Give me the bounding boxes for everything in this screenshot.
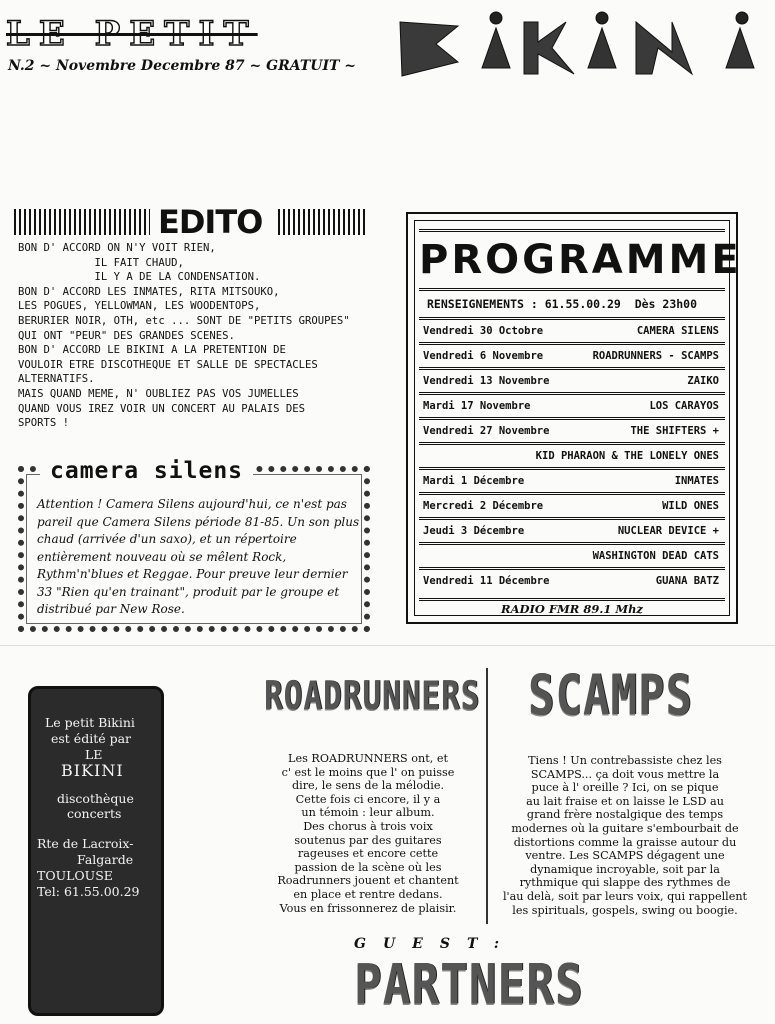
programme-band: NUCLEAR DEVICE + bbox=[617, 525, 719, 537]
programme-date: Mardi 1 Décembre bbox=[423, 475, 525, 487]
scamps-line: l'au delà, soit par leurs voix, qui rappellent bbox=[502, 889, 748, 903]
programme-band: ZAIKO bbox=[687, 375, 719, 387]
programme-inner-frame bbox=[414, 220, 742, 616]
info-line: LE bbox=[85, 747, 103, 762]
roadrunners-line: rageuses et encore cette bbox=[297, 847, 439, 861]
edito-line: MAIS QUAND MEME, N' OUBLIEZ PAS VOS JUMELLES bbox=[18, 387, 299, 400]
programme-band: THE SHIFTERS + bbox=[630, 425, 719, 437]
edito-line: LES POGUES, YELLOWMAN, LES WOODENTOPS, bbox=[18, 300, 261, 313]
edito-header bbox=[14, 205, 366, 239]
programme-row bbox=[419, 392, 725, 417]
scamps-line: rythmique qui slappe des rythmes de bbox=[519, 876, 731, 890]
info-line: Rte de Lacroix- bbox=[37, 836, 134, 851]
edito-line: BON D' ACCORD LE BIKINI A LA PRETENTION DE bbox=[18, 344, 286, 357]
programme-band: WILD ONES bbox=[662, 500, 719, 512]
programme-row bbox=[419, 492, 725, 517]
edito-line: QUI ONT "PEUR" DES GRANDES SCENES. bbox=[18, 329, 235, 342]
publisher-info-box bbox=[28, 686, 164, 1016]
info-line: Le petit Bikini bbox=[45, 715, 135, 730]
roadrunners-body bbox=[258, 752, 478, 915]
roadrunners-line: Cette fois ci encore, il y a bbox=[295, 792, 441, 806]
info-line: BIKINI bbox=[61, 761, 124, 780]
programme-band: WASHINGTON DEAD CATS bbox=[592, 550, 719, 562]
programme-row bbox=[419, 317, 725, 342]
scamps-line: modernes où la guitare s'embourbait de bbox=[511, 821, 739, 835]
programme-band: CAMERA SILENS bbox=[636, 325, 719, 337]
programme-info: RENSEIGNEMENTS : 61.55.00.29 Dès 23h00 bbox=[427, 297, 698, 311]
camera-silens-body: Attention ! Camera Silens aujourd'hui, ce n'est pas pareil que Camera Silens période 81-85. Un son plus chaud (arrivée d'un saxo), et un répertoire entièrement nouveau où se mêlent Rock, Rythm'n'blues et Reggae. Pour preuve leur dernier 33 "Rien qu'en trainant", produit par le groupe et distribué par New Rose. bbox=[37, 497, 360, 616]
scamps-line: SCAMPS... ça doit vous mettre la bbox=[530, 767, 720, 781]
scamps-line: grand frère nostalgique des temps bbox=[526, 808, 724, 822]
programme-box bbox=[406, 212, 742, 624]
programme-date: Vendredi 30 Octobre bbox=[423, 325, 544, 337]
roadrunners-line: en place et rentre dedans. bbox=[293, 887, 443, 901]
roadrunners-line: c' est le moins que l' on puisse bbox=[281, 765, 455, 779]
scamps-line: dynamique incroyable, soit par la bbox=[530, 862, 720, 876]
edito-line: BON D' ACCORD ON N'Y VOIT RIEN, bbox=[18, 242, 216, 254]
edito-line: IL FAIT CHAUD, bbox=[18, 256, 184, 269]
guest-label: GUEST: bbox=[354, 936, 517, 952]
roadrunners-line: Des chorus à trois voix bbox=[303, 819, 433, 833]
scamps-line: ventre. Les SCAMPS dégagent une bbox=[525, 849, 725, 863]
roadrunners-line: dire, le sens de la mélodie. bbox=[291, 779, 445, 793]
programme-band: ROADRUNNERS - SCAMPS bbox=[592, 350, 719, 362]
edito-stripe-left bbox=[14, 209, 150, 235]
programme-row bbox=[419, 417, 725, 442]
scamps-line: puce à l' oreille ? Ici, on se pique bbox=[531, 781, 719, 795]
roadrunners-line: Les ROADRUNNERS ont, et bbox=[288, 752, 448, 765]
programme-date: Vendredi 11 Décembre bbox=[423, 575, 550, 587]
edito-line: BERURIER NOIR, OTH, etc ... SONT DE "PETITS GROUPES" bbox=[18, 314, 350, 327]
programme-row bbox=[419, 542, 725, 567]
scamps-body bbox=[480, 754, 770, 917]
programme-band: GUANA BATZ bbox=[655, 575, 719, 587]
programme-row bbox=[419, 517, 725, 542]
edito-line: VOULOIR ETRE DISCOTHEQUE ET SALLE DE SPECTACLES bbox=[18, 358, 318, 371]
page-fold-line bbox=[0, 645, 775, 646]
roadrunners-line: un témoin : leur album. bbox=[301, 806, 435, 820]
programme-row bbox=[419, 567, 725, 592]
programme-date: Vendredi 13 Novembre bbox=[423, 375, 550, 387]
roadrunners-line: soutenus par des guitares bbox=[294, 833, 442, 847]
programme-date: Vendredi 6 Novembre bbox=[423, 350, 544, 362]
programme-row bbox=[419, 442, 725, 467]
edito-line: ALTERNATIFS. bbox=[18, 373, 95, 386]
info-line: est édité par bbox=[51, 731, 132, 746]
edito-line: BON D' ACCORD LES INMATES, RITA MITSOUKO, bbox=[18, 285, 280, 298]
edito-line: QUAND VOUS IREZ VOIR UN CONCERT AU PALAIS DES bbox=[18, 402, 306, 415]
programme-band: INMATES bbox=[674, 475, 719, 487]
edito-body bbox=[18, 241, 368, 431]
programme-band: KID PHARAON & THE LONELY ONES bbox=[535, 450, 719, 462]
programme-row bbox=[419, 342, 725, 367]
issue-line: N.2 ~ Novembre Decembre 87 ~ GRATUIT ~ bbox=[8, 58, 357, 74]
programme-title: PROGRAMME bbox=[419, 229, 725, 291]
roadrunners-line: passion de la scène où les bbox=[294, 860, 442, 874]
programme-date: Mardi 17 Novembre bbox=[423, 400, 531, 412]
scamps-line: Tiens ! Un contrebassiste chez les bbox=[528, 754, 722, 767]
masthead-title: LE PETIT bbox=[6, 14, 258, 54]
info-line: TOULOUSE bbox=[37, 868, 113, 883]
scamps-line: distortions comme la graisse autour du bbox=[513, 835, 737, 849]
programme-date: Jeudi 3 Décembre bbox=[423, 525, 525, 537]
camera-silens-title: camera silens bbox=[40, 458, 253, 484]
programme-footer: RADIO FMR 89.1 Mhz bbox=[419, 598, 725, 618]
bikini-logo bbox=[396, 8, 766, 80]
programme-band: LOS CARAYOS bbox=[649, 400, 719, 412]
scamps-title: SCAMPS bbox=[528, 664, 693, 728]
scamps-line: au lait fraise et on laisse le LSD au bbox=[526, 794, 724, 808]
info-line: Falgarde bbox=[77, 852, 134, 867]
scamps-line: les spirituals, gospels, swing ou boogie. bbox=[512, 903, 738, 917]
info-line: Tel: 61.55.00.29 bbox=[37, 884, 140, 899]
programme-row bbox=[419, 367, 725, 392]
roadrunners-line: Roadrunners jouent et chantent bbox=[277, 874, 459, 888]
edito-stripe-right bbox=[278, 209, 366, 235]
info-line: discothèque bbox=[57, 791, 134, 806]
programme-row bbox=[419, 467, 725, 492]
programme-date: Vendredi 27 Novembre bbox=[423, 425, 550, 437]
roadrunners-title: ROADRUNNERS bbox=[264, 674, 481, 719]
edito-line: SPORTS ! bbox=[18, 417, 70, 430]
info-line: concerts bbox=[67, 806, 122, 821]
roadrunners-line: Vous en frissonnerez de plaisir. bbox=[279, 901, 457, 915]
partners-title: PARTNERS bbox=[354, 952, 584, 1017]
edito-line: IL Y A DE LA CONDENSATION. bbox=[18, 271, 261, 284]
edito-title: EDITO bbox=[158, 203, 263, 241]
programme-date: Mercredi 2 Décembre bbox=[423, 500, 544, 512]
